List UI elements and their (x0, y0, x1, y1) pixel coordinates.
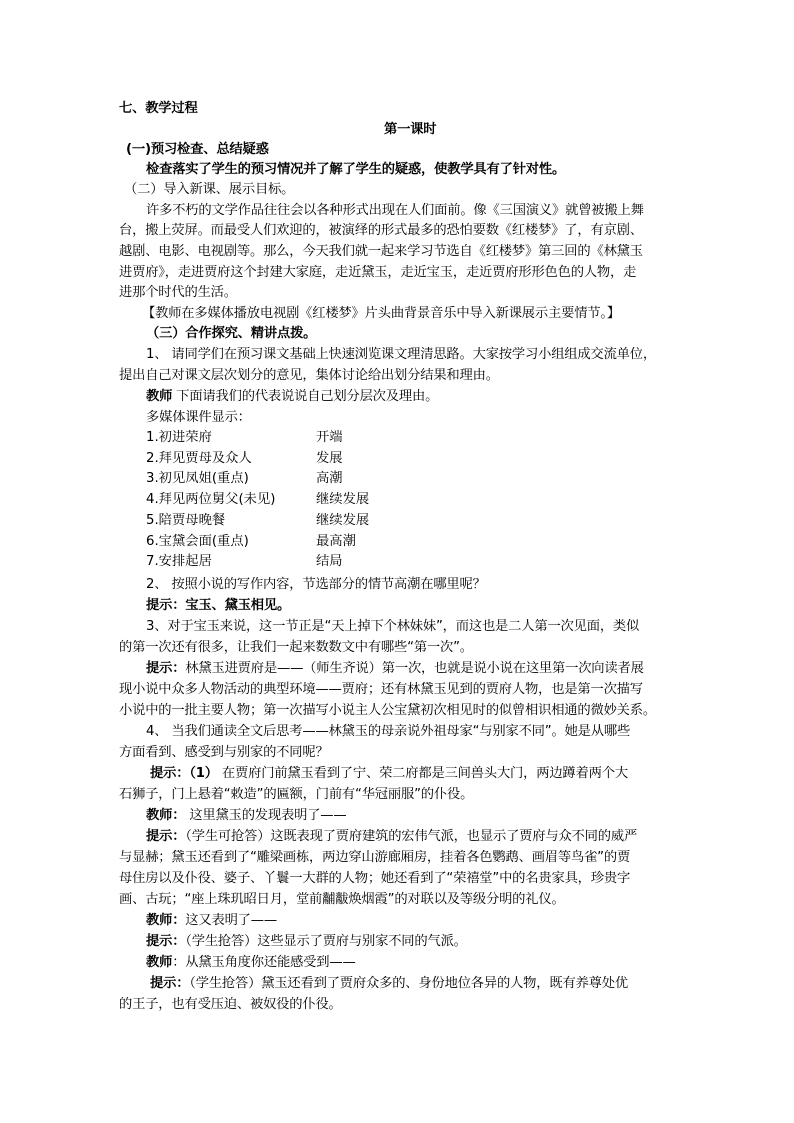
hint-label: 提示： (146, 661, 186, 676)
hint-2-line: 小说中的一批主要人物；第一次描写小说主人公宝黛初次相见时的似曾相识相通的微妙关系。 (119, 703, 656, 718)
hint-text: 在贾府门前黛玉看到了宁、荣二府都是三间兽头大门，两边蹲着两个大 (217, 766, 628, 781)
hint-1: 提示：宝玉、黛玉相见。 (146, 598, 291, 613)
teacher-line-4 (146, 953, 711, 973)
hint-4-line: 画、古玩；“座上珠玑昭日月，堂前黼黻焕烟霞”的对联以及等级分明的礼仪。 (119, 892, 565, 907)
question-1-line: 1、 请同学们在预习课文基础上快速浏览课文理清思路。大家按学习小组组成交流单位， (146, 347, 656, 362)
list-item: 6.宝黛会面(重点) (146, 534, 249, 549)
list-item-stage: 结局 (316, 554, 343, 569)
question-4-line: 方面看到、感受到与别家的不同呢？ (119, 745, 329, 760)
list-item: 1.初进荣府 (146, 430, 212, 445)
hint-label: 提示：（1） (150, 766, 218, 781)
lesson-title: 第一课时 (384, 122, 437, 137)
list-item-stage: 继续发展 (316, 492, 370, 507)
list-item-stage: 继续发展 (316, 513, 370, 528)
list-item: 5.陪贾母晚餐 (146, 513, 226, 528)
list-item-stage: 高潮 (316, 471, 343, 486)
subsection-title-3: （三）合作探究、精讲点拨。 (146, 326, 317, 341)
paragraph-line: 进贾府》，走进贾府这个封建大家庭，走近黛玉，走近宝玉，走近贾府形形色色的人物，走 (119, 265, 637, 280)
question-4-line: 4、 当我们通读全文后思考——林黛玉的母亲说外祖母家“与别家不同”。她是从哪些 (146, 724, 631, 739)
paragraph-line: 许多不朽的文学作品往往会以各种形式出现在人们面前。像《三国演义》就曾被搬上舞 (146, 203, 644, 218)
list-item-stage: 发展 (316, 451, 343, 466)
question-1-line: 提出自己对课文层次划分的意见，集体讨论给出划分结果和理由。 (119, 368, 499, 383)
hint-label: 提示： (146, 829, 186, 844)
hint-label: 提示： (146, 934, 186, 949)
list-item: 2.拜见贾母及众人 (146, 451, 252, 466)
paragraph-line: 进那个时代的生活。 (119, 285, 237, 300)
list-item-stage: 最高潮 (316, 534, 356, 549)
teacher-line-3 (146, 911, 711, 931)
hint-6-line: 的王子，也有受压迫、被奴役的仆役。 (119, 997, 342, 1012)
teacher-note: 【教师在多媒体播放电视剧《红楼梦》片头曲背景音乐中导入新课展示主要情节。】 (142, 306, 620, 321)
subsection-title-1: (一)预习检查、总结疑惑 (126, 142, 269, 157)
hint-5-line (146, 932, 711, 952)
list-item: 4.拜见两位舅父(未见) (146, 492, 276, 507)
hint-4-line (146, 827, 711, 847)
paragraph-line: 越剧、电影、电视剧等。那么，今天我们就一起来学习节选自《红楼梦》第三回的《林黛玉 (119, 244, 643, 259)
subsection-title-2: （二）导入新课、展示目标。 (124, 182, 295, 197)
multimedia-caption: 多媒体课件显示： (146, 410, 251, 425)
hint-text: 林黛玉进贾府是——（师生齐说）第一次，也就是说小说在这里第一次向读者展 (185, 661, 644, 676)
teacher-text: 下面请我们的代表说说自己划分层次及理由。 (172, 389, 439, 404)
hint-6-line (150, 974, 715, 994)
hint-text: （学生抢答）这些显示了贾府与别家不同的气派。 (185, 934, 467, 949)
teacher-label: 教师： (146, 808, 186, 823)
hint-text: （学生可抢答）这既表现了贾府建筑的宏伟气派，也显示了贾府与众不同的威严 (185, 829, 638, 844)
teacher-line-1 (146, 387, 711, 407)
teacher-label: 教师： (146, 913, 186, 928)
hint-2-line (146, 659, 711, 679)
question-2: 2、 按照小说的写作内容，节选部分的情节高潮在哪里呢？ (146, 577, 486, 592)
paragraph-line: 台，搬上荧屏。而最受人们欢迎的，被演绎的形式最多的恐怕要数《红楼梦》了，有京剧、 (119, 223, 643, 238)
hint-2-line: 现小说中众多人物活动的典型环境——贾府；还有林黛玉见到的贾府人物，也是第一次描写 (119, 682, 643, 697)
question-3-line: 的第一次还有很多，让我们一起来数数文中有哪些“第一次”。 (119, 640, 473, 655)
teacher-text: 这里黛玉的发现表明了—— (185, 808, 347, 823)
hint-text: （学生抢答）黛玉还看到了贾府众多的、身份地位各异的人物，既有养尊处优 (189, 976, 628, 991)
hint-4-line: 与显赫；黛玉还看到了“雕梁画栋，两边穿山游廊厢房，挂着各色鹦鹉、画眉等鸟雀”的贾 (119, 850, 631, 865)
list-item-stage: 开端 (316, 430, 343, 445)
teacher-label: 教师 (146, 955, 173, 970)
subsection-text-1: 检查落实了学生的预习情况并了解了学生的疑惑，使教学具有了针对性。 (146, 162, 566, 177)
list-item: 3.初见凤姐(重点) (146, 471, 249, 486)
hint-3-line (150, 764, 715, 784)
teacher-text: 这又表明了—— (185, 913, 277, 928)
hint-label: 提示： (150, 976, 190, 991)
hint-3-line: 石狮子，门上悬着“敕造”的匾额，门前有“华冠丽服”的仆役。 (119, 787, 474, 802)
hint-4-line: 母住房以及仆役、婆子、丫鬟一大群的人物；她还看到了“荣禧堂”中的名贵家具，珍贵字 (119, 871, 631, 886)
section-heading: 七、教学过程 (119, 101, 198, 116)
teacher-text: ：从黛玉角度你还能感受到—— (172, 955, 356, 970)
teacher-line-2 (146, 806, 711, 826)
list-item: 7.安排起居 (146, 554, 212, 569)
teacher-label: 教师 (146, 389, 173, 404)
question-3-line: 3、对于宝玉来说，这一节正是“天上掉下个林妹妹”，而这也是二人第一次见面，类似 (146, 619, 640, 634)
